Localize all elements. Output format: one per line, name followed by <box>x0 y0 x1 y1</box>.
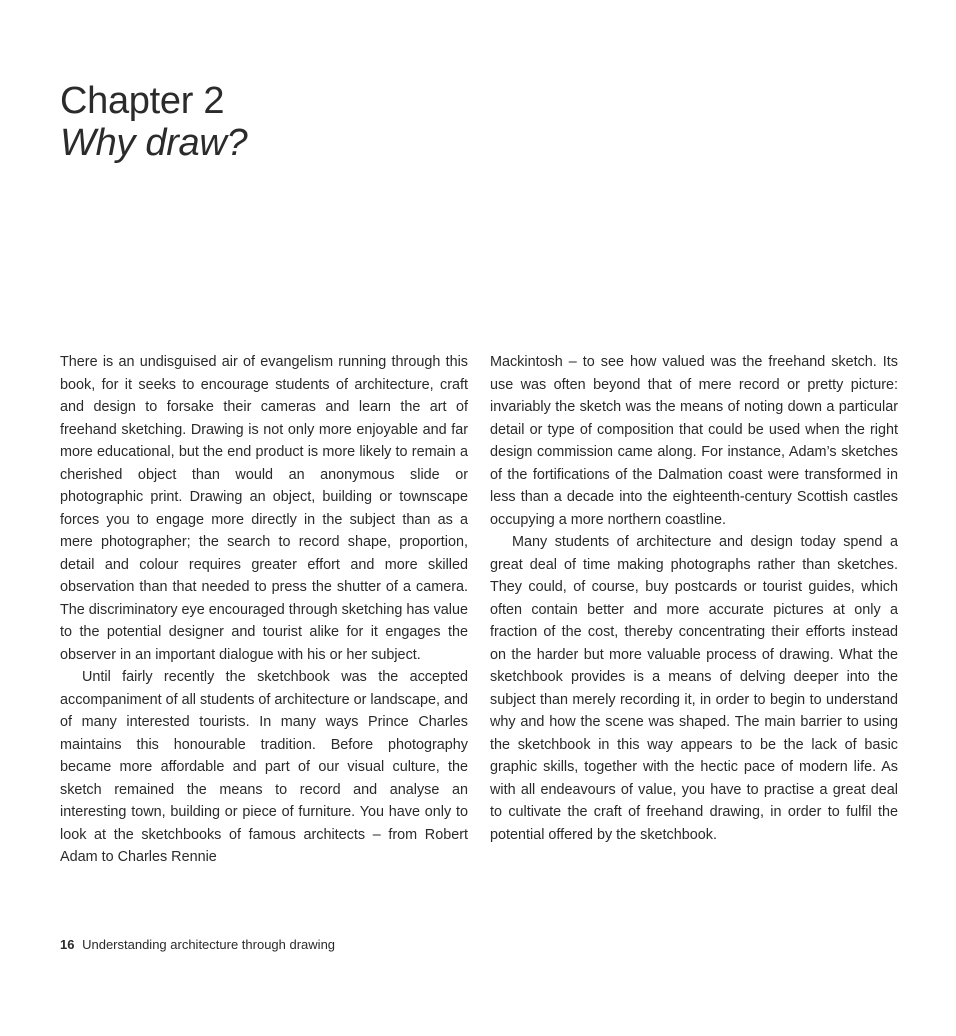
paragraph: There is an undisguised air of evangelism running through this book, for it seeks to encourage students of architecture, craft and design to forsake their cameras and learn the art of freehand sketching. Drawing is not only more enjoyable and far more educational, but the end product is more likely to remain a cherished object than would an anonymous slide or photographic print. Drawing an object, building or townscape forces you to engage more directly in the subject than as a mere photographer; the search to record shape, proportion, detail and colour requires greater effort and more skilled observation than that needed to press the shutter of a camera. The discriminatory eye encouraged through sketching has value to the potential designer and tourist alike for it engages the observer in an important dialogue with his or her subject. <box>60 354 468 663</box>
page-footer <box>60 936 335 954</box>
chapter-title: Why draw? <box>60 122 248 164</box>
left-column <box>60 351 468 869</box>
running-title: Understanding architecture through drawing <box>82 937 336 952</box>
paragraph: Many students of architecture and design today spend a great deal of time making photographs rather than sketches. They could, of course, buy postcards or tourist guides, which often contain better and more accurate pictures at only a fraction of the cost, thereby concentrating their efforts instead on the harder but more valuable process of drawing. What the sketchbook provides is a means of delving deeper into the subject than merely recording it, in order to begin to understand why and how the scene was shaped. The main barrier to using the sketchbook in this way appears to be the lack of basic graphic skills, together with the hectic pace of modern life. As with all endeavours of value, you have to practise a great deal to cultivate the craft of freehand drawing, in order to fulfil the potential offered by the sketchbook. <box>490 534 898 843</box>
right-column <box>490 351 898 846</box>
chapter-heading <box>60 80 247 164</box>
paragraph: Until fairly recently the sketchbook was the accepted accompaniment of all students of architecture or landscape, and of many interested tourists. In many ways Prince Charles maintains this honourable tradition. Before photography became more affordable and part of our visual culture, the sketch remained the means to record and analyse an interesting town, building or piece of furniture. You have only to look at the sketchbooks of famous architects – from Robert Adam to Charles Rennie <box>60 669 468 865</box>
paragraph: Mackintosh – to see how valued was the freehand sketch. Its use was often beyond that of mere record or pretty picture: invariably the sketch was the means of noting down a particular detail or type of composition that could be used when the right design commission came along. For instance, Adam’s sketches of the fortifications of the Dalmation coast were transformed in less than a decade into the eighteenth-century Scottish castles occupying a more northern coastline. <box>490 354 898 528</box>
chapter-number: Chapter 2 <box>60 80 225 122</box>
page-number: 16 <box>60 937 75 952</box>
body-text <box>60 351 898 921</box>
